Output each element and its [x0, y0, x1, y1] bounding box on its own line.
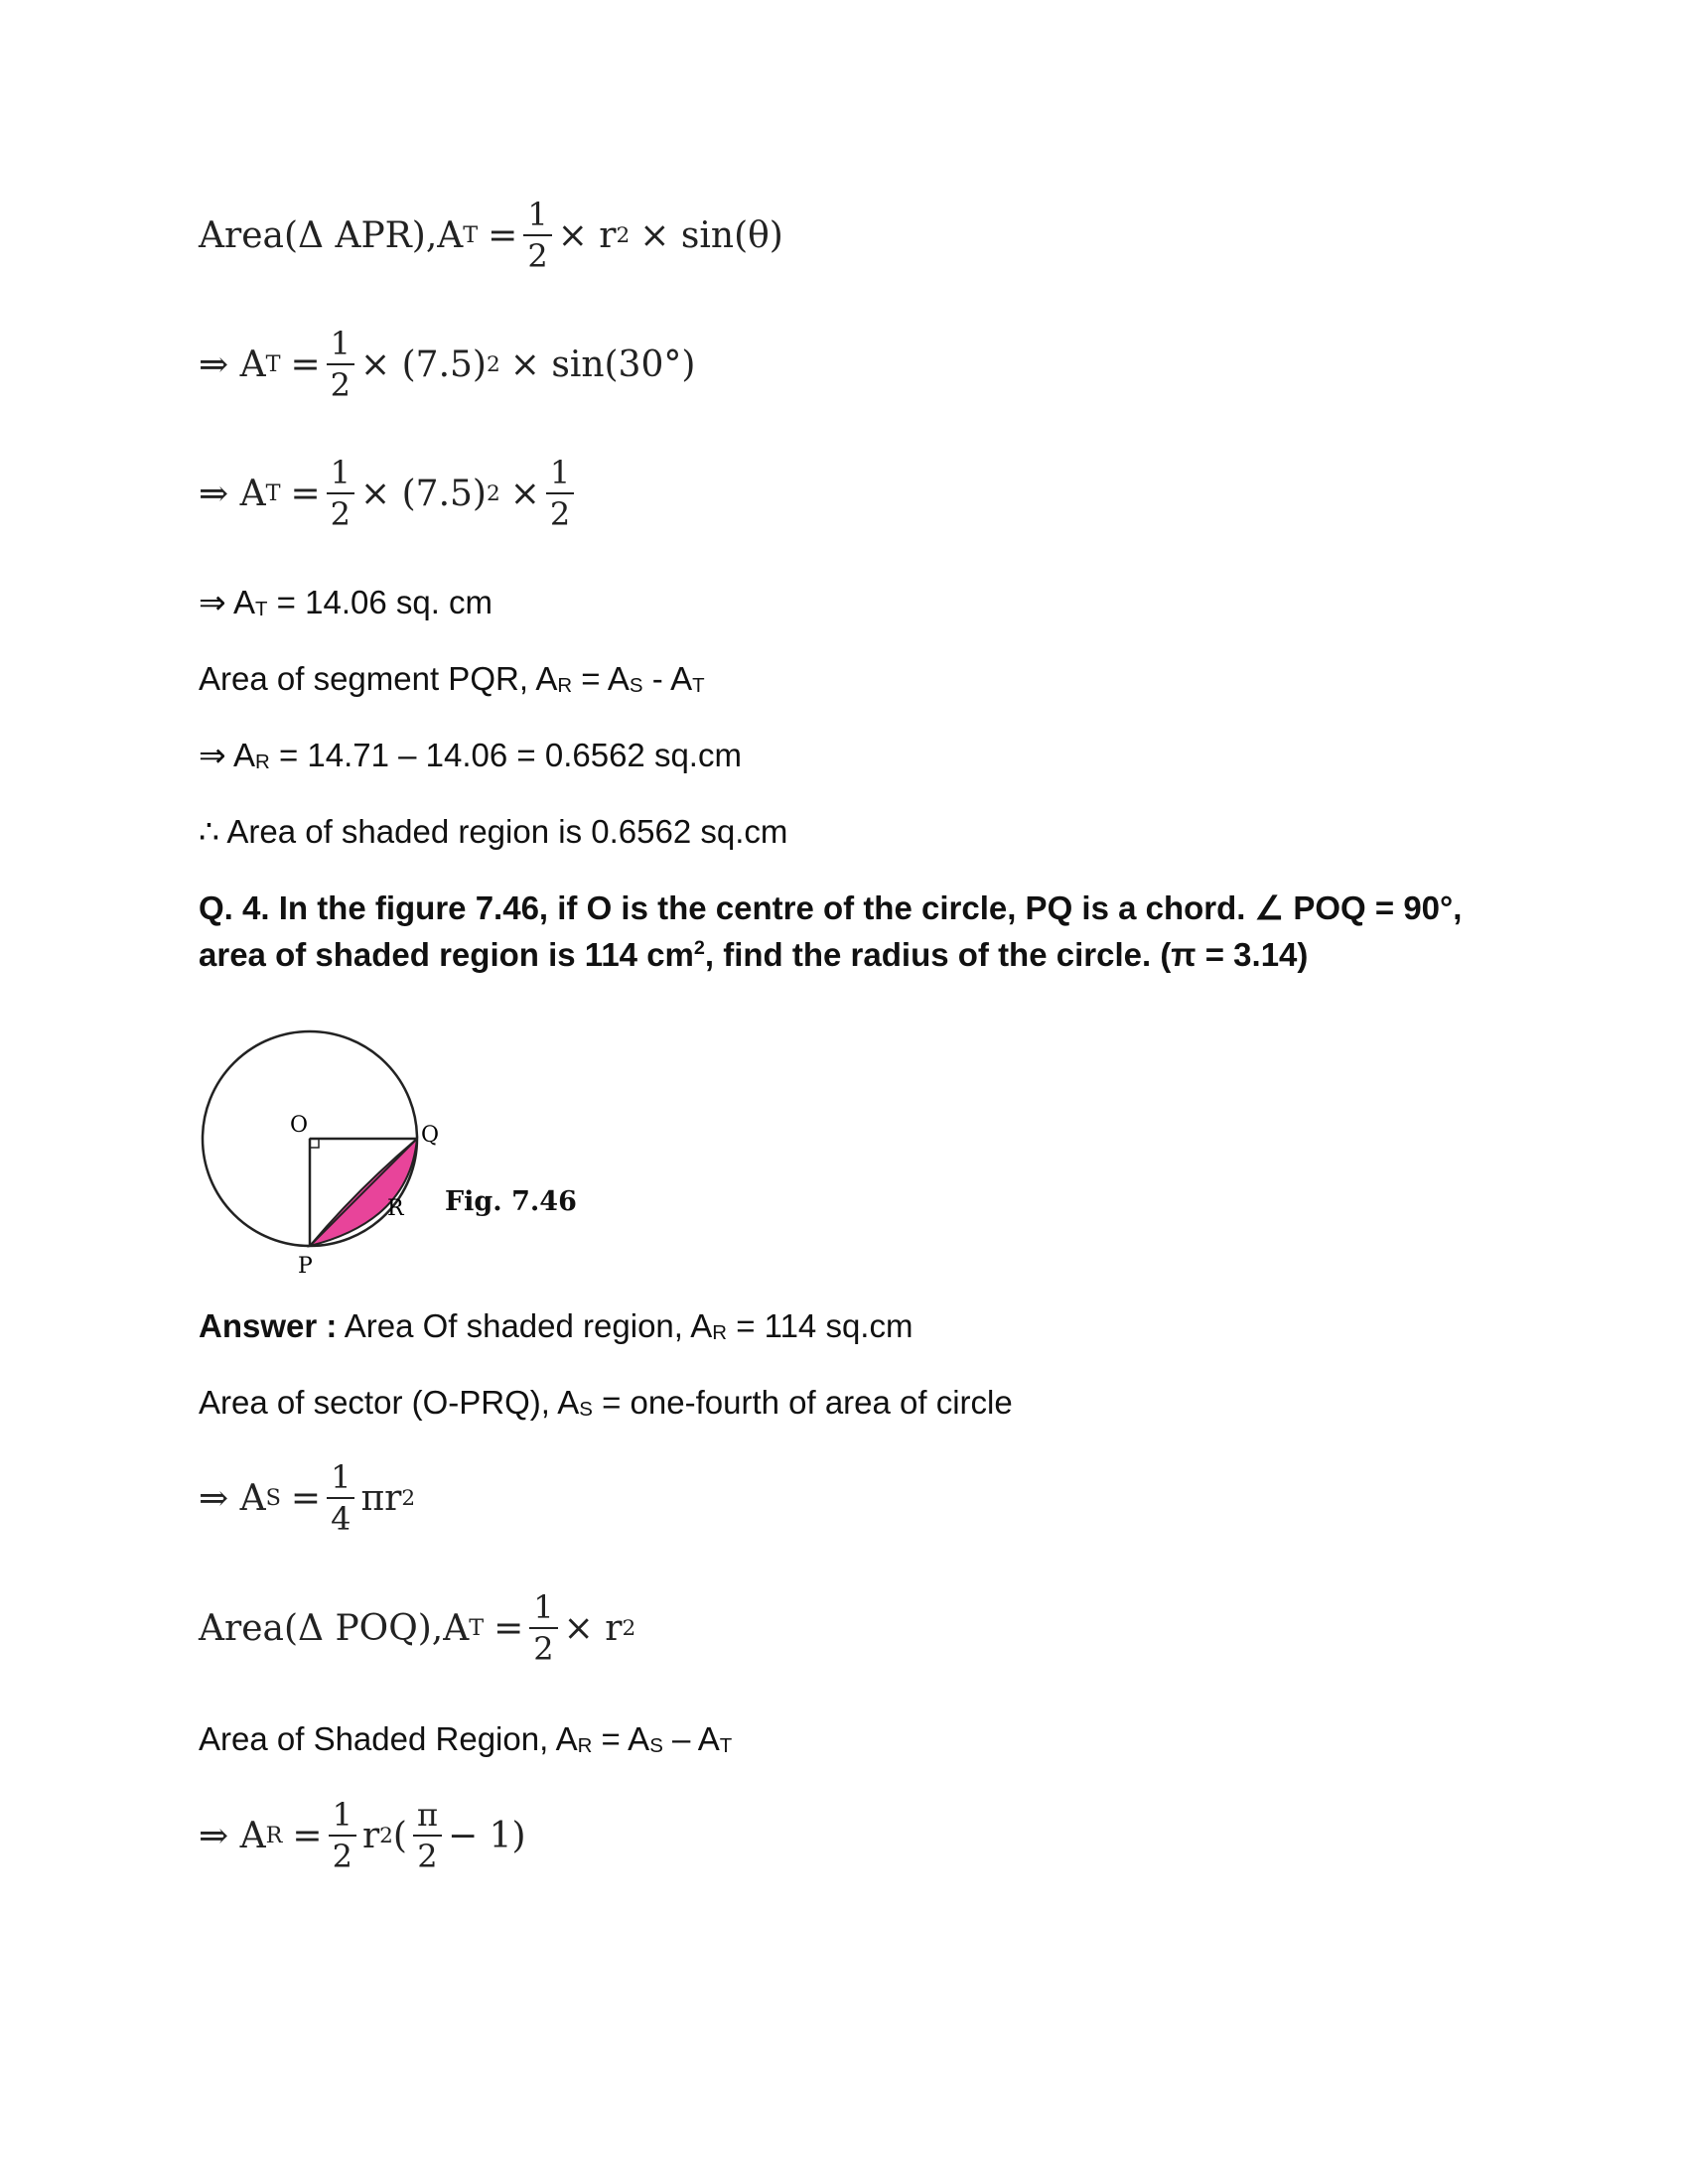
- equation-area-poq: [199, 1588, 636, 1668]
- eq-text: (: [392, 1815, 407, 1856]
- eq-text: ⇒ A: [199, 473, 266, 514]
- result-area-triangle: [199, 583, 492, 629]
- subscript: S: [579, 1398, 593, 1422]
- text: ⇒ A: [199, 584, 256, 620]
- fraction: [546, 454, 574, 533]
- conclusion: ∴ Area of shaded region is 0.6562 sq.cm: [199, 813, 788, 850]
- answer-label: Answer :: [199, 1307, 338, 1344]
- fraction: [523, 196, 551, 275]
- fraction-denominator: 4: [327, 1497, 354, 1535]
- eq-equals: =: [290, 343, 321, 385]
- label-p: P: [298, 1254, 313, 1279]
- eq-text: ⇒ A: [199, 1815, 266, 1856]
- subscript: T: [255, 598, 268, 621]
- fraction-denominator: 2: [546, 492, 574, 530]
- subscript: R: [712, 1321, 728, 1345]
- label-q: Q: [421, 1123, 440, 1148]
- text: Area Of shaded region, A: [337, 1307, 713, 1344]
- fraction-numerator: π: [416, 1796, 438, 1834]
- equation-step-2: [199, 454, 580, 533]
- eq-subscript: R: [265, 1823, 283, 1848]
- eq-text: ⇒ A: [199, 1477, 266, 1519]
- question-4: [199, 888, 1519, 975]
- subscript: T: [692, 674, 705, 698]
- eq-equals: =: [493, 1607, 524, 1649]
- fraction-denominator: 2: [329, 1835, 356, 1872]
- subscript: R: [255, 751, 270, 774]
- eq-superscript: 2: [616, 222, 631, 248]
- subscript: T: [719, 1734, 733, 1758]
- eq-text: Area(Δ POQ),A: [199, 1607, 470, 1649]
- equation-step-1: [199, 325, 696, 404]
- label-o: O: [290, 1113, 309, 1138]
- fraction-numerator: 1: [549, 454, 571, 491]
- eq-text: × r: [563, 1607, 623, 1649]
- fraction-denominator: 2: [327, 363, 354, 401]
- fraction-numerator: 1: [332, 1796, 352, 1834]
- subscript: R: [557, 674, 573, 698]
- text: = 114 sq.cm: [727, 1307, 914, 1344]
- eq-text: × sin(θ): [639, 214, 783, 256]
- text: = A: [572, 660, 630, 697]
- answer-line: [199, 1306, 913, 1353]
- fraction-numerator: 1: [533, 1588, 554, 1626]
- eq-text: ⇒ A: [199, 343, 266, 385]
- eq-subscript: T: [463, 222, 479, 248]
- sector-area-statement: [199, 1383, 1013, 1430]
- fraction-denominator: 2: [327, 492, 354, 530]
- eq-subscript: T: [265, 480, 281, 506]
- fraction-denominator: 2: [413, 1835, 441, 1872]
- eq-equals: =: [488, 214, 518, 256]
- chord-pq: [310, 1139, 417, 1246]
- equation-area-apr: [199, 196, 783, 275]
- superscript: 2: [693, 937, 705, 959]
- segment-area-result: [199, 736, 742, 782]
- fraction-numerator: 1: [331, 1458, 352, 1496]
- eq-text: × (7.5): [360, 343, 487, 385]
- eq-text: πr: [360, 1477, 402, 1519]
- segment-area-formula: [199, 659, 705, 706]
- eq-equals: =: [290, 1477, 322, 1519]
- eq-text: ×: [509, 473, 540, 514]
- text: Area of segment PQR, A: [199, 660, 558, 697]
- text: = 14.06 sq. cm: [267, 584, 493, 620]
- subscript: S: [649, 1734, 663, 1758]
- fraction: [327, 454, 354, 533]
- eq-text: × sin(30°): [509, 343, 696, 385]
- text: = one-fourth of area of circle: [592, 1384, 1013, 1421]
- eq-equals: =: [290, 473, 321, 514]
- eq-text: r: [361, 1815, 380, 1856]
- circle-diagram: [199, 1013, 576, 1281]
- text: – A: [662, 1720, 720, 1757]
- eq-text: × r: [557, 214, 617, 256]
- eq-superscript: 2: [622, 1615, 636, 1641]
- fraction-numerator: 1: [527, 196, 548, 233]
- fraction: [327, 325, 354, 404]
- equation-shaded-area: [199, 1796, 526, 1875]
- subscript: R: [577, 1734, 593, 1758]
- fraction-numerator: 1: [330, 454, 352, 491]
- eq-text: × (7.5): [360, 473, 487, 514]
- text: Area of sector (O-PRQ), A: [199, 1384, 580, 1421]
- eq-text: Area(Δ APR),A: [199, 214, 464, 256]
- label-r: R: [387, 1196, 404, 1221]
- text: , find the radius of the circle. (π = 3.14): [704, 936, 1309, 973]
- eq-superscript: 2: [486, 480, 500, 506]
- text: = A: [592, 1720, 650, 1757]
- fraction-numerator: 1: [330, 325, 352, 362]
- eq-subscript: T: [469, 1615, 485, 1641]
- eq-text: − 1): [448, 1815, 526, 1856]
- eq-equals: =: [292, 1815, 323, 1856]
- eq-superscript: 2: [379, 1823, 393, 1848]
- eq-superscript: 2: [486, 351, 500, 377]
- question-line: [199, 928, 1519, 975]
- figure-caption: Fig. 7.46: [445, 1186, 577, 1217]
- eq-superscript: 2: [401, 1485, 416, 1511]
- text: Area of Shaded Region, A: [199, 1720, 578, 1757]
- figure-7-46: [199, 1013, 576, 1281]
- fraction: [529, 1588, 557, 1668]
- eq-subscript: T: [265, 351, 281, 377]
- fraction: [327, 1458, 354, 1538]
- text: = 14.71 – 14.06 = 0.6562 sq.cm: [269, 737, 742, 773]
- fraction-denominator: 2: [529, 1627, 557, 1665]
- eq-subscript: S: [265, 1485, 281, 1511]
- right-angle-mark: [310, 1139, 319, 1148]
- fraction-denominator: 2: [523, 234, 551, 272]
- fraction: [413, 1796, 442, 1875]
- text: - A: [642, 660, 693, 697]
- question-line: Q. 4. In the figure 7.46, if O is the centre of the circle, PQ is a chord. ∠ POQ = 90°,: [199, 889, 1463, 926]
- fraction: [329, 1796, 356, 1875]
- shaded-region-formula: [199, 1719, 732, 1766]
- text: ⇒ A: [199, 737, 256, 773]
- subscript: S: [629, 674, 643, 698]
- equation-sector-area: [199, 1458, 416, 1538]
- text: area of shaded region is 114 cm: [199, 936, 694, 973]
